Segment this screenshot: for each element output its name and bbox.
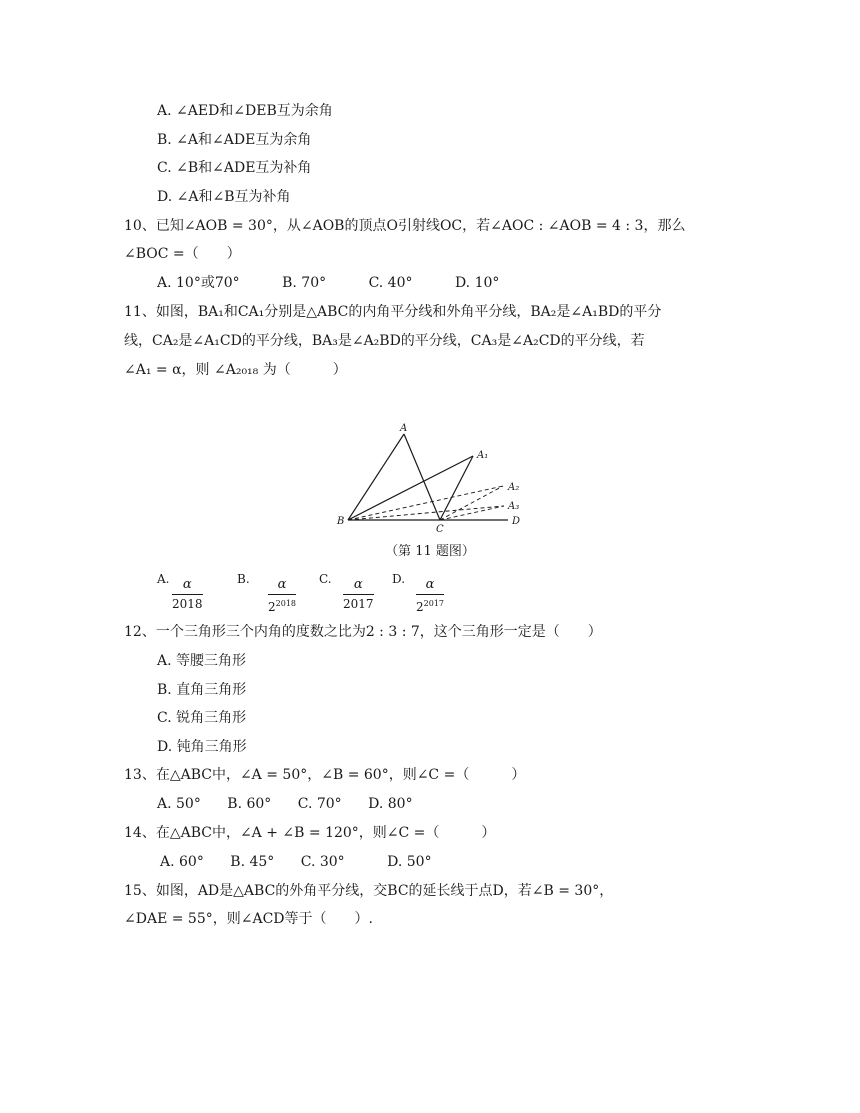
q10-option-d: D. 10° [454,275,500,291]
label-a3: A₃ [508,501,520,512]
segment-ba2 [348,486,503,520]
q11-stem-line3: ∠A₁ = α，则 ∠A₂₀₁₈ 为（ ） [124,362,347,378]
q10-options [157,273,499,293]
q13-option-d: D. 80° [368,796,413,812]
q13-options [157,794,413,814]
segment-ac [404,434,440,520]
q11-option-c-fraction [343,576,374,613]
q11-option-c-num: α [343,576,374,595]
q13-stem: 13、在△ABC中，∠A = 50°，∠B = 60°，则∠C =（ ） [124,767,526,783]
segment-ca2 [440,486,503,520]
q11-option-c-label: C. [319,572,332,586]
q10-option-a: A. 10°或70° [157,275,240,291]
q14-option-c: C. 30° [300,854,345,870]
label-b: B [337,516,345,527]
q11-option-d-num: α [416,576,444,595]
q14-option-d: D. 50° [387,854,432,870]
q10-stem-line1: 10、已知∠AOB = 30°，从∠AOB的顶点O引射线OC，若∠AOC : ∠AOB = 4 : 3，那么 [124,218,686,234]
label-a2: A₂ [508,482,520,493]
q11-stem-line2: 线，CA₂是∠A₁CD的平分线，BA₃是∠A₂BD的平分线，CA₃是∠A₂CD的平分线，若 [124,333,645,349]
segment-ba [348,434,404,520]
q11-option-a-label: A. [157,572,170,586]
q11-option-d-fraction [416,576,444,616]
q10-option-b: B. 70° [282,275,327,291]
q11-figure [330,420,530,535]
q12-option-b: B. 直角三角形 [157,682,247,698]
q11-option-b-fraction [268,576,296,616]
q14-options [160,852,432,872]
q11-option-a-num: α [172,576,203,595]
label-d: D [512,516,521,527]
q15-stem-line2: ∠DAE = 55°，则∠ACD等于（ ）. [124,911,373,927]
q12-option-c: C. 锐角三角形 [157,710,247,726]
q11-option-d-den: $2^{2017}$ [416,599,444,614]
q9-option-c: C. ∠B和∠ADE互为补角 [157,160,312,176]
q9-option-b: B. ∠A和∠ADE互为余角 [157,132,312,148]
label-c: C [436,524,444,535]
q11-option-a-fraction [172,576,203,613]
q14-option-a: A. 60° [160,854,204,870]
q9-option-a: A. ∠AED和∠DEB互为余角 [157,103,333,119]
segment-ca3 [440,506,504,520]
q11-option-b-num: α [268,576,296,595]
q11-figure-caption: （第 11 题图） [385,544,475,559]
q10-stem-line2: ∠BOC =（ ） [124,246,241,262]
q14-stem: 14、在△ABC中，∠A + ∠B = 120°，则∠C =（ ） [124,825,496,841]
q9-option-d: D. ∠A和∠B互为补角 [157,189,291,205]
label-a: A [400,423,408,434]
q11-option-b-den: $2^{2018}$ [268,599,296,614]
q15-stem-line1: 15、如图，AD是△ABC的外角平分线，交BC的延长线于点D，若∠B = 30°， [124,883,614,899]
q12-option-a: A. 等腰三角形 [157,653,247,669]
q11-option-c-den: 2017 [343,597,374,611]
q14-option-b: B. 45° [230,854,275,870]
q11-option-d-label: D. [392,572,406,586]
q13-option-a: A. 50° [157,796,201,812]
q13-option-c: C. 70° [297,796,342,812]
q11-option-a-den: 2018 [172,597,203,611]
q11-option-b-label: B. [237,572,250,586]
label-a1: A₁ [477,450,489,461]
q12-option-d: D. 钝角三角形 [157,739,247,755]
q12-stem: 12、一个三角形三个内角的度数之比为2 : 3 : 7，这个三角形一定是（ ） [124,624,602,640]
q13-option-b: B. 60° [227,796,272,812]
q11-stem-line1: 11、如图，BA₁和CA₁分别是△ABC的内角平分线和外角平分线，BA₂是∠A₁BD的平分 [124,304,662,320]
q10-option-c: C. 40° [368,275,413,291]
